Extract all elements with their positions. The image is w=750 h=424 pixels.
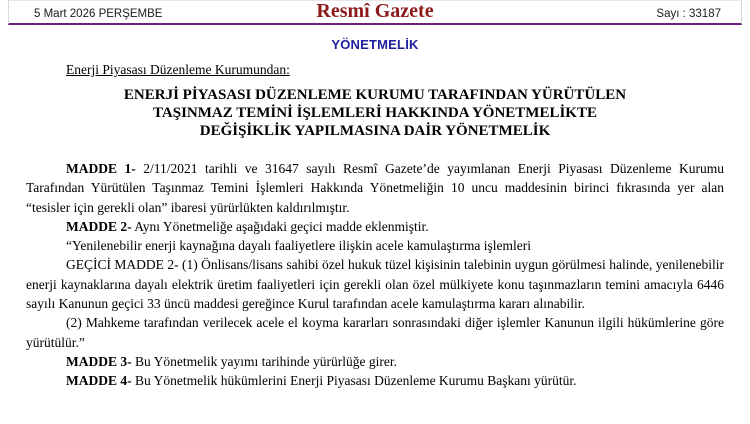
article-paragraph-1 <box>26 159 724 217</box>
gazette-masthead <box>8 0 742 25</box>
article-label: MADDE 3- <box>66 353 132 369</box>
gazette-date: 5 Mart 2026 PERŞEMBE <box>34 8 163 20</box>
gazette-title: Resmî Gazete <box>316 0 434 22</box>
article-text: 2/11/2021 tarihli ve 31647 sayılı Resmî Gazete’de yayımlanan Enerji Piyasası Düzenleme Kurumu Tarafından Yürütülen Taşınmaz Temini İşlemleri Hakkında Yönetmeliğin 10 uncu maddesinin birinci fıkrasında yer alan “tesisler için gerekli olan” ibaresi yürürlükten kaldırılmıştır. <box>26 161 724 215</box>
document-body <box>26 62 724 391</box>
regulation-title <box>26 86 724 140</box>
article-label: MADDE 4- <box>66 373 132 389</box>
article-label: MADDE 1- <box>66 161 136 176</box>
gazette-issue-number: Sayı : 33187 <box>656 8 721 20</box>
regulation-title-line-2: TAŞINMAZ TEMİNİ İŞLEMLERİ HAKKINDA YÖNETMELİKTE <box>153 105 597 121</box>
article-text: (2) Mahkeme tarafından verilecek acele el koyma kararları sonrasındaki diğer işlemler Kanunun ilgili hükümlerine göre yürütülür.” <box>26 315 724 350</box>
article-label: MADDE 2- <box>66 218 132 234</box>
article-paragraph-2 <box>26 217 724 236</box>
article-text: Bu Yönetmelik hükümlerini Enerji Piyasası Düzenleme Kurumu Başkanı yürütür. <box>131 373 577 389</box>
article-text: “Yenilenebilir enerji kaynağına dayalı faaliyetlere ilişkin acele kamulaştırma işlemleri <box>66 238 531 254</box>
article-paragraph-6 <box>26 352 724 371</box>
article-paragraph-7 <box>26 371 724 390</box>
article-paragraph-5 <box>26 313 724 352</box>
regulation-title-line-3: DEĞİŞİKLİK YAPILMASINA DAİR YÖNETMELİK <box>199 123 551 139</box>
section-heading: YÖNETMELİK <box>331 37 419 52</box>
article-text: GEÇİCİ MADDE 2- (1) Önlisans/lisans sahibi özel hukuk tüzel kişisinin talebinin uygun görülmesi halinde, yenilenebilir enerji kaynaklarına dayalı elektrik üretim faaliyetleri için gerekli olan özel mülkiyete konu taşınmazların temini amacıyla 6446 sayılı Kanunun geçici 33 üncü maddesi gereğince Kurul tarafından acele kamulaştırma kararı alınabilir. <box>26 257 724 312</box>
article-paragraph-3 <box>26 236 724 255</box>
article-text: Aynı Yönetmeliğe aşağıdaki geçici madde eklenmiştir. <box>131 218 429 234</box>
article-text: Bu Yönetmelik yayımı tarihinde yürürlüğe girer. <box>131 353 397 369</box>
article-paragraph-4 <box>26 255 724 313</box>
regulation-title-line-1: ENERJİ PİYASASI DÜZENLEME KURUMU TARAFINDAN YÜRÜTÜLEN <box>123 87 627 103</box>
issuing-authority: Enerji Piyasası Düzenleme Kurumundan: <box>66 62 290 77</box>
